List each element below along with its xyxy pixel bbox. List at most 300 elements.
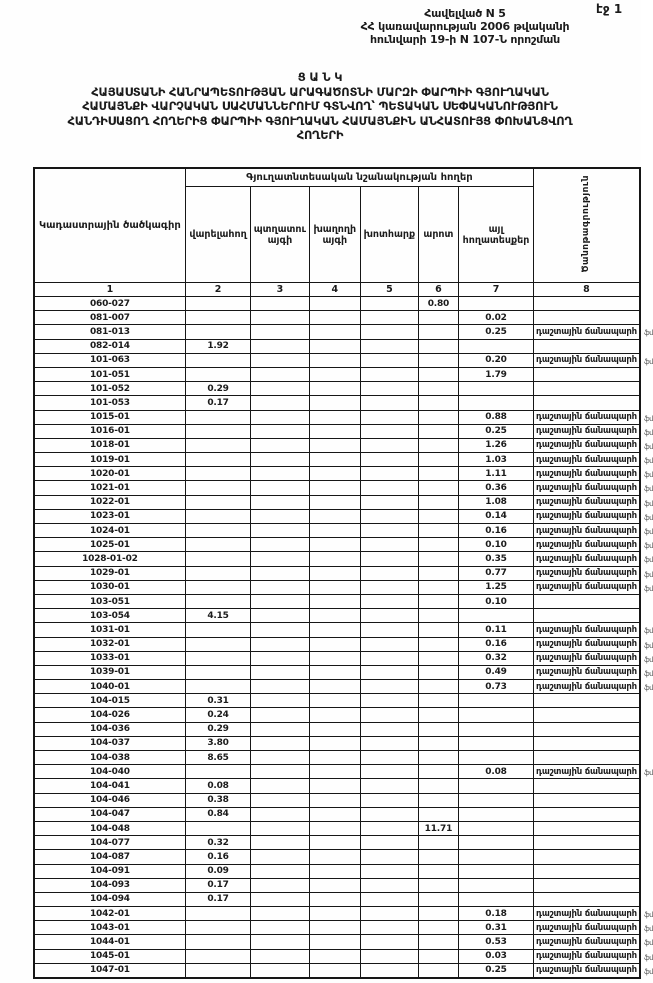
value-cell xyxy=(185,410,250,424)
value-cell xyxy=(418,921,458,935)
table-row xyxy=(34,694,640,708)
value-cell: 0.11 xyxy=(459,623,534,637)
col-number: 7 xyxy=(459,283,534,297)
value-cell xyxy=(185,566,250,580)
cadastral-code-cell: 101-051 xyxy=(34,367,185,381)
cadastral-code-cell: 101-053 xyxy=(34,396,185,410)
value-cell xyxy=(185,481,250,495)
table-row xyxy=(34,623,640,637)
value-cell: 4.15 xyxy=(185,609,250,623)
value-cell: 1.03 xyxy=(459,453,534,467)
scan-margin-artifact: ֆմ xyxy=(644,471,653,480)
table-row xyxy=(34,878,640,892)
value-cell xyxy=(309,410,360,424)
value-cell: 0.29 xyxy=(185,382,250,396)
note-cell xyxy=(533,850,640,864)
note-cell: դաշտային ճանապարհ ֆմ xyxy=(533,467,640,481)
value-cell: 0.31 xyxy=(459,921,534,935)
value-cell xyxy=(361,836,419,850)
col-number: 2 xyxy=(185,283,250,297)
value-cell xyxy=(185,680,250,694)
value-cell xyxy=(361,538,419,552)
value-cell xyxy=(309,396,360,410)
note-cell: դաշտային ճանապարհ ֆմ xyxy=(533,637,640,651)
table-row xyxy=(34,467,640,481)
value-cell xyxy=(361,566,419,580)
cadastral-code-cell: 1029-01 xyxy=(34,566,185,580)
value-cell: 1.08 xyxy=(459,495,534,509)
table-row xyxy=(34,382,640,396)
table-row xyxy=(34,552,640,566)
value-cell xyxy=(361,339,419,353)
table-row xyxy=(34,424,640,438)
value-cell xyxy=(251,396,309,410)
cadastral-code-cell: 1032-01 xyxy=(34,637,185,651)
value-cell xyxy=(361,921,419,935)
scan-margin-artifact: ֆմ xyxy=(644,499,653,508)
value-cell xyxy=(185,424,250,438)
col-header-fruit-orchard: պտղատու այգի xyxy=(251,187,309,283)
cadastral-code-cell: 104-036 xyxy=(34,722,185,736)
value-cell xyxy=(309,424,360,438)
value-cell: 0.10 xyxy=(459,594,534,608)
value-cell xyxy=(309,509,360,523)
scan-margin-artifact: ֆմ xyxy=(644,641,653,650)
scan-margin-artifact: ֆմ xyxy=(644,584,653,593)
value-cell xyxy=(309,765,360,779)
table-header xyxy=(34,168,640,297)
table-row xyxy=(34,779,640,793)
value-cell xyxy=(185,637,250,651)
value-cell xyxy=(361,297,419,311)
value-cell xyxy=(309,467,360,481)
value-cell xyxy=(418,949,458,963)
value-cell xyxy=(361,637,419,651)
scan-margin-artifact: ֆմ xyxy=(644,457,653,466)
scan-margin-artifact: ֆմ xyxy=(644,528,653,536)
value-cell xyxy=(251,637,309,651)
value-cell xyxy=(251,935,309,949)
value-cell xyxy=(185,949,250,963)
value-cell xyxy=(251,367,309,381)
value-cell xyxy=(251,552,309,566)
value-cell xyxy=(251,311,309,325)
value-cell xyxy=(361,552,419,566)
scan-margin-artifact: ֆմ xyxy=(644,669,653,678)
value-cell xyxy=(251,538,309,552)
cadastral-code-cell: 101-063 xyxy=(34,353,185,367)
value-cell xyxy=(251,907,309,921)
cadastral-code-cell: 082-014 xyxy=(34,339,185,353)
value-cell xyxy=(459,793,534,807)
value-cell xyxy=(361,736,419,750)
value-cell xyxy=(309,935,360,949)
value-cell xyxy=(361,935,419,949)
header-group-row xyxy=(34,168,640,187)
value-cell: 0.31 xyxy=(185,694,250,708)
value-cell xyxy=(185,935,250,949)
value-cell xyxy=(251,524,309,538)
note-cell: դաշտային ճանապարհ ֆմ xyxy=(533,509,640,523)
note-cell: դաշտային ճանապարհ ֆմ xyxy=(533,325,640,339)
note-cell: դաշտային ճանապարհ ֆմ xyxy=(533,907,640,921)
value-cell xyxy=(251,339,309,353)
value-cell xyxy=(361,594,419,608)
value-cell: 0.25 xyxy=(459,424,534,438)
note-cell: դաշտային ճանապարհ ֆմ xyxy=(533,538,640,552)
value-cell: 0.17 xyxy=(185,396,250,410)
value-cell xyxy=(459,396,534,410)
note-cell xyxy=(533,311,640,325)
note-cell: դաշտային ճանապարհ ֆմ xyxy=(533,566,640,580)
value-cell: 0.49 xyxy=(459,665,534,679)
cadastral-code-cell: 1023-01 xyxy=(34,509,185,523)
value-cell xyxy=(309,892,360,906)
value-cell xyxy=(418,708,458,722)
value-cell xyxy=(418,878,458,892)
value-cell xyxy=(185,353,250,367)
value-cell: 0.10 xyxy=(459,538,534,552)
value-cell xyxy=(185,495,250,509)
note-cell: դաշտային ճանապարհ ֆմ xyxy=(533,623,640,637)
value-cell xyxy=(251,297,309,311)
cadastral-code-cell: 101-052 xyxy=(34,382,185,396)
col-header-cadastral-code: Կադաստրային ծածկագիր xyxy=(34,168,185,283)
value-cell xyxy=(361,680,419,694)
value-cell: 1.26 xyxy=(459,438,534,452)
value-cell xyxy=(309,850,360,864)
scan-margin-artifact: ֆմ xyxy=(644,967,653,976)
table-row xyxy=(34,410,640,424)
value-cell xyxy=(418,892,458,906)
value-cell xyxy=(251,651,309,665)
value-cell xyxy=(418,566,458,580)
value-cell xyxy=(418,864,458,878)
note-cell: դաշտային ճանապարհ ֆմ xyxy=(533,580,640,594)
col-group-header-agricultural: Գյուղատնտեսական նշանակության հողեր xyxy=(185,168,533,187)
value-cell xyxy=(361,623,419,637)
value-cell xyxy=(309,339,360,353)
value-cell xyxy=(251,609,309,623)
value-cell xyxy=(309,836,360,850)
table-row xyxy=(34,907,640,921)
cadastral-code-cell: 1021-01 xyxy=(34,481,185,495)
note-cell xyxy=(533,367,640,381)
cadastral-code-cell: 1043-01 xyxy=(34,921,185,935)
value-cell xyxy=(309,637,360,651)
value-cell: 8.65 xyxy=(185,751,250,765)
value-cell xyxy=(251,751,309,765)
value-cell xyxy=(251,949,309,963)
title-line: ՀՈՂԵՐԻ xyxy=(296,128,344,143)
value-cell xyxy=(309,297,360,311)
table-row xyxy=(34,949,640,963)
scan-margin-artifact: ֆմ xyxy=(644,939,653,948)
value-cell xyxy=(185,509,250,523)
value-cell xyxy=(309,878,360,892)
value-cell xyxy=(309,751,360,765)
value-cell xyxy=(309,453,360,467)
value-cell: 0.03 xyxy=(459,949,534,963)
value-cell: 0.77 xyxy=(459,566,534,580)
value-cell xyxy=(251,623,309,637)
scan-margin-artifact: ֆմ xyxy=(644,556,653,565)
value-cell xyxy=(251,481,309,495)
cadastral-code-cell: 104-048 xyxy=(34,821,185,835)
value-cell xyxy=(185,297,250,311)
value-cell xyxy=(418,779,458,793)
value-cell xyxy=(418,807,458,821)
table-row xyxy=(34,722,640,736)
cadastral-code-cell: 1025-01 xyxy=(34,538,185,552)
value-cell: 0.17 xyxy=(185,892,250,906)
value-cell xyxy=(251,779,309,793)
value-cell xyxy=(251,821,309,835)
document-title xyxy=(12,70,628,143)
value-cell: 0.29 xyxy=(185,722,250,736)
value-cell xyxy=(361,367,419,381)
value-cell xyxy=(361,382,419,396)
header-number-row xyxy=(34,283,640,297)
col-number: 1 xyxy=(34,283,185,297)
value-cell: 1.11 xyxy=(459,467,534,481)
value-cell xyxy=(309,807,360,821)
value-cell xyxy=(418,907,458,921)
value-cell xyxy=(361,892,419,906)
value-cell xyxy=(309,793,360,807)
cadastral-code-cell: 104-077 xyxy=(34,836,185,850)
table-row xyxy=(34,736,640,750)
value-cell xyxy=(309,864,360,878)
value-cell: 0.38 xyxy=(185,793,250,807)
value-cell xyxy=(361,878,419,892)
value-cell xyxy=(361,963,419,978)
cadastral-code-cell: 1019-01 xyxy=(34,453,185,467)
value-cell xyxy=(185,552,250,566)
value-cell xyxy=(361,864,419,878)
value-cell xyxy=(251,424,309,438)
scan-margin-artifact: ֆմ xyxy=(644,570,653,579)
note-cell xyxy=(533,878,640,892)
cadastral-code-cell: 104-037 xyxy=(34,736,185,750)
value-cell xyxy=(418,623,458,637)
value-cell xyxy=(309,694,360,708)
note-cell xyxy=(533,297,640,311)
value-cell xyxy=(251,850,309,864)
cadastral-code-cell: 1042-01 xyxy=(34,907,185,921)
note-cell xyxy=(533,609,640,623)
value-cell xyxy=(309,438,360,452)
value-cell xyxy=(309,722,360,736)
value-cell xyxy=(418,524,458,538)
appendix-header xyxy=(285,7,645,46)
value-cell: 0.24 xyxy=(185,708,250,722)
value-cell: 0.17 xyxy=(185,878,250,892)
value-cell xyxy=(251,878,309,892)
note-cell xyxy=(533,864,640,878)
value-cell: 0.18 xyxy=(459,907,534,921)
value-cell xyxy=(418,467,458,481)
value-cell xyxy=(418,552,458,566)
cadastral-code-cell: 104-038 xyxy=(34,751,185,765)
value-cell xyxy=(361,807,419,821)
value-cell xyxy=(309,353,360,367)
note-cell: դաշտային ճանապարհ ֆմ xyxy=(533,921,640,935)
cadastral-code-cell: 104-040 xyxy=(34,765,185,779)
value-cell xyxy=(418,339,458,353)
value-cell xyxy=(361,907,419,921)
table-row xyxy=(34,396,640,410)
page-number: էջ 1 xyxy=(596,2,623,16)
value-cell xyxy=(185,665,250,679)
value-cell xyxy=(418,538,458,552)
value-cell xyxy=(309,921,360,935)
value-cell xyxy=(361,665,419,679)
table-row xyxy=(34,481,640,495)
value-cell xyxy=(361,708,419,722)
note-cell xyxy=(533,396,640,410)
value-cell xyxy=(251,807,309,821)
cadastral-code-cell: 1024-01 xyxy=(34,524,185,538)
value-cell xyxy=(361,453,419,467)
scan-margin-artifact: ֆմ xyxy=(644,414,653,423)
value-cell xyxy=(251,325,309,339)
value-cell xyxy=(309,779,360,793)
cadastral-code-cell: 104-087 xyxy=(34,850,185,864)
value-cell xyxy=(309,538,360,552)
table-row xyxy=(34,353,640,367)
value-cell: 0.53 xyxy=(459,935,534,949)
table-row xyxy=(34,367,640,381)
table-row xyxy=(34,963,640,978)
value-cell xyxy=(251,382,309,396)
value-cell xyxy=(459,708,534,722)
value-cell xyxy=(361,694,419,708)
value-cell: 0.02 xyxy=(459,311,534,325)
value-cell xyxy=(185,651,250,665)
value-cell xyxy=(361,722,419,736)
value-cell xyxy=(309,367,360,381)
value-cell xyxy=(185,524,250,538)
cadastral-code-cell: 1030-01 xyxy=(34,580,185,594)
value-cell xyxy=(361,396,419,410)
table-row xyxy=(34,311,640,325)
cadastral-code-cell: 1015-01 xyxy=(34,410,185,424)
value-cell: 0.84 xyxy=(185,807,250,821)
scan-margin-artifact: ֆմ xyxy=(644,911,653,920)
value-cell xyxy=(309,311,360,325)
value-cell xyxy=(185,821,250,835)
table-row xyxy=(34,495,640,509)
value-cell: 0.25 xyxy=(459,963,534,978)
value-cell xyxy=(418,495,458,509)
value-cell xyxy=(251,509,309,523)
appendix-line: հունվարի 19-ի N 107-Ն որոշման xyxy=(369,33,561,46)
land-parcel-table xyxy=(33,167,653,979)
value-cell: 0.35 xyxy=(459,552,534,566)
scan-margin-artifact: ֆմ xyxy=(644,953,653,962)
value-cell xyxy=(418,722,458,736)
value-cell xyxy=(361,580,419,594)
value-cell xyxy=(361,821,419,835)
value-cell xyxy=(418,481,458,495)
value-cell: 0.08 xyxy=(459,765,534,779)
cadastral-code-cell: 1016-01 xyxy=(34,424,185,438)
value-cell xyxy=(309,907,360,921)
value-cell xyxy=(418,396,458,410)
cadastral-code-cell: 104-047 xyxy=(34,807,185,821)
value-cell xyxy=(361,353,419,367)
cadastral-code-cell: 1044-01 xyxy=(34,935,185,949)
value-cell: 1.25 xyxy=(459,580,534,594)
table-row xyxy=(34,935,640,949)
value-cell: 0.32 xyxy=(185,836,250,850)
value-cell xyxy=(309,382,360,396)
value-cell xyxy=(418,736,458,750)
value-cell xyxy=(418,580,458,594)
scan-margin-artifact: ֆմ xyxy=(644,485,653,494)
value-cell xyxy=(418,963,458,978)
value-cell xyxy=(361,438,419,452)
cadastral-code-cell: 103-051 xyxy=(34,594,185,608)
value-cell: 0.16 xyxy=(185,850,250,864)
value-cell: 1.79 xyxy=(459,367,534,381)
cadastral-code-cell: 104-094 xyxy=(34,892,185,906)
cadastral-code-cell: 103-054 xyxy=(34,609,185,623)
value-cell: 0.73 xyxy=(459,680,534,694)
value-cell xyxy=(185,580,250,594)
value-cell xyxy=(418,438,458,452)
table-row xyxy=(34,297,640,311)
value-cell xyxy=(251,495,309,509)
scan-margin-artifact: ֆմ xyxy=(644,655,653,664)
value-cell xyxy=(459,722,534,736)
value-cell xyxy=(251,708,309,722)
value-cell xyxy=(361,651,419,665)
title-line: ՀԱՆԴԻՍԱՑՈՂ ՀՈՂԵՐԻՑ ՓԱՐՊԻԻ ԳՅՈՒՂԱԿԱՆ ՀԱՄԱՅՆՔԻՆ ԱՆՀԱՏՈՒՅՑ ՓՈԽԱՆՑՎՈՂ xyxy=(67,113,573,128)
scan-margin-artifact: ֆմ xyxy=(644,329,653,338)
cadastral-code-cell: 1020-01 xyxy=(34,467,185,481)
value-cell xyxy=(185,765,250,779)
cadastral-code-cell: 104-046 xyxy=(34,793,185,807)
value-cell xyxy=(418,694,458,708)
value-cell: 0.80 xyxy=(418,297,458,311)
table-row xyxy=(34,793,640,807)
cadastral-code-cell: 1031-01 xyxy=(34,623,185,637)
note-cell xyxy=(533,836,640,850)
col-number: 5 xyxy=(361,283,419,297)
note-cell: դաշտային ճանապարհ ֆմ xyxy=(533,495,640,509)
value-cell xyxy=(251,722,309,736)
value-cell xyxy=(459,836,534,850)
value-cell xyxy=(459,694,534,708)
table-row xyxy=(34,751,640,765)
note-cell: դաշտային ճանապարհ ֆմ xyxy=(533,651,640,665)
table-row xyxy=(34,637,640,651)
value-cell xyxy=(251,410,309,424)
value-cell xyxy=(418,935,458,949)
value-cell xyxy=(309,325,360,339)
value-cell xyxy=(309,665,360,679)
table-row xyxy=(34,594,640,608)
value-cell xyxy=(418,509,458,523)
scan-margin-artifact: ֆմ xyxy=(644,357,653,366)
cadastral-code-cell: 081-007 xyxy=(34,311,185,325)
note-cell: դաշտային ճանապարհ ֆմ xyxy=(533,481,640,495)
value-cell xyxy=(361,779,419,793)
title-heading: Ց Ա Ն Կ xyxy=(297,70,343,84)
value-cell xyxy=(185,907,250,921)
